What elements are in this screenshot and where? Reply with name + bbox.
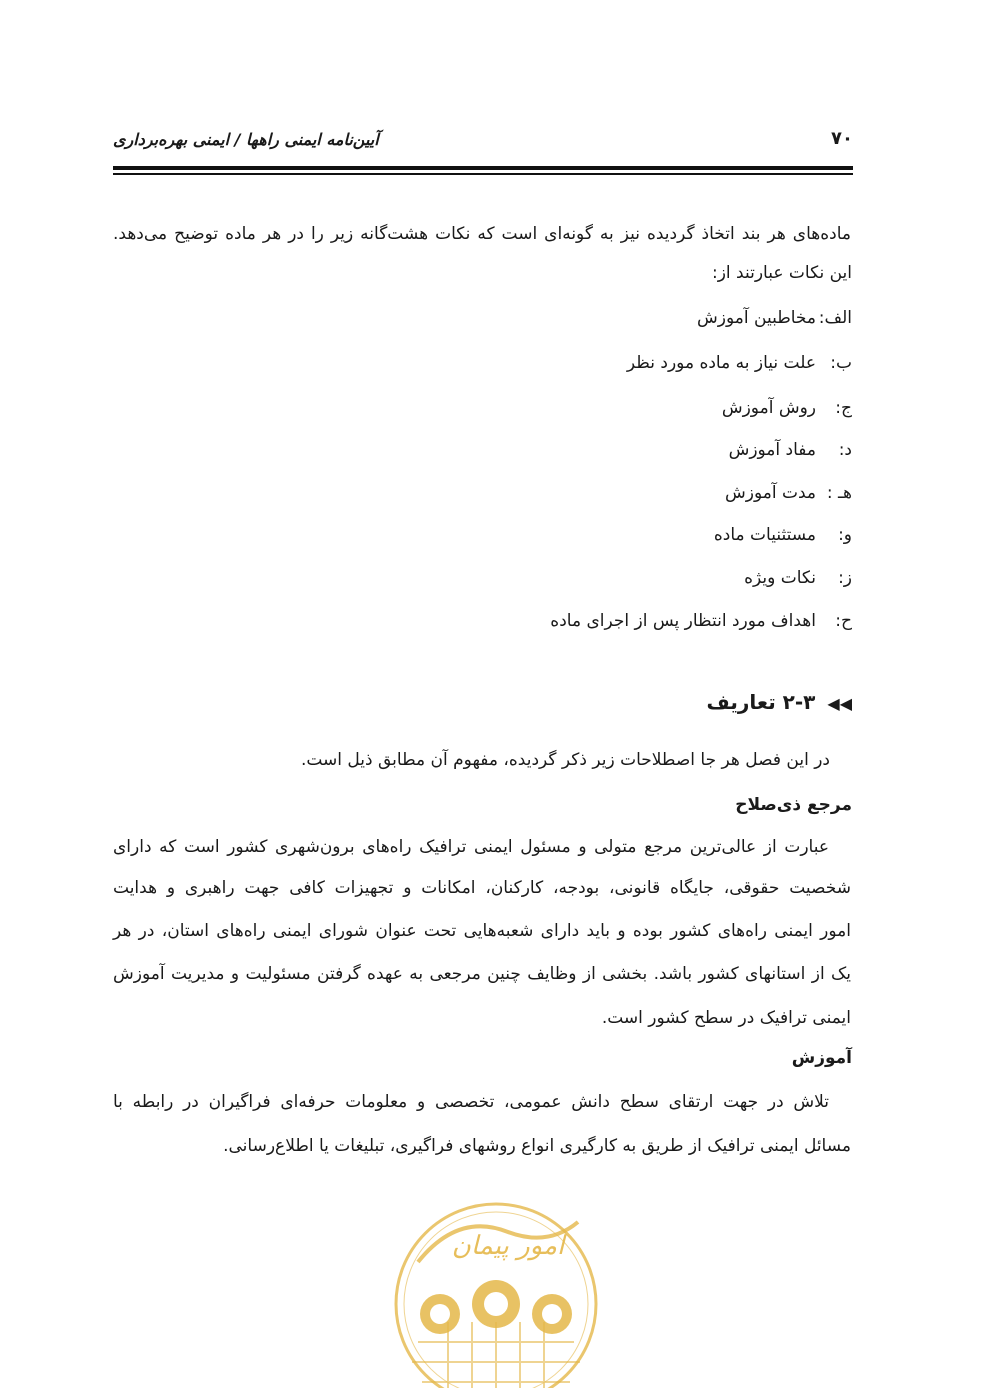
list-item [729,435,852,465]
section-number: ۲-۳ [782,690,816,714]
definition-line: عبارت از عالی‌ترین مرجع متولی و مسئول ایمنی ترافیک راه‌های برون‌شهری کشور است که دارای [113,837,829,857]
list-item-mark: ز: [838,568,852,588]
list-item-text: علت نیاز به ماده مورد نظر [626,353,816,373]
double-chevron-icon: ◀◀ [827,694,852,713]
list-item-mark: و: [838,525,852,545]
intro-line-1: ماده‌های هر بند اتخاذ گردیده نیز به گونه‌ای است که نکات هشت‌گانه زیر را در هر ماده توضیح می‌دهد. [113,224,851,244]
list-item [627,348,852,378]
running-title: آیین‌نامه ایمنی راهها / ایمنی بهره‌برداری [113,130,379,149]
watermark-seal-icon [388,1192,604,1388]
definition-line: شخصیت حقوقی، جایگاه قانونی، بودجه، کارکنان، امکانات و تجهیزات کافی جهت راهبری و هدایت [113,878,851,898]
list-item-mark: الف: [818,308,852,328]
header-rule-thick [113,166,853,170]
intro-line-2: این نکات عبارتند از: [711,263,852,283]
list-item [744,563,852,593]
definition-line: یک از استانهای کشور باشد. بخشی از وظایف چنین مرجعی به عهده گرفتن مسئولیت و مدیریت آموزش [113,964,851,984]
list-item [697,303,852,333]
list-item [714,520,852,550]
definition-term: آموزش [791,1048,852,1068]
list-item-mark: هـ : [826,483,852,503]
definition-line: مسائل ایمنی ترافیک از طریق به کارگیری انواع روشهای فراگیری، تبلیغات یا اطلاع‌رسانی. [223,1136,851,1156]
list-item-mark: ح: [835,611,852,631]
list-item [725,478,852,508]
list-item-text: اهداف مورد انتظار پس از اجرای ماده [550,611,816,631]
list-item [550,606,852,636]
definition-line: امور ایمنی راه‌های کشور بوده و باید دارای شعبه‌هایی تحت عنوان شورای ایمنی راه‌های استان، در هر [113,921,851,941]
list-item-mark: د: [838,440,852,460]
list-item-mark: ج: [835,398,852,418]
definition-term: مرجع ذی‌صلاح [735,795,852,815]
list-item-text: روش آموزش [721,398,816,418]
definition-line: ایمنی ترافیک در سطح کشور است. [601,1008,851,1028]
section-heading [707,686,852,720]
watermark-seal-graphic [388,1192,604,1388]
page-number: ۷۰ [831,128,853,149]
section-title: تعاریف [706,690,776,714]
page-header [113,124,853,168]
list-item-text: مستثنیات ماده [713,525,816,545]
list-item-text: نکات ویژه [744,568,816,588]
list-item-text: مخاطبین آموزش [697,308,816,328]
list-item-text: مفاد آموزش [728,440,816,460]
list-item-text: مدت آموزش [724,483,816,503]
definition-line: تلاش در جهت ارتقای سطح دانش عمومی، تخصصی و معلومات حرفه‌ای فراگیران در رابطه با [113,1092,829,1112]
watermark-inscription: امور پیمان [451,1231,565,1261]
list-item [722,393,852,423]
header-rule-thin [113,173,853,175]
section-intro: در این فصل هر جا اصطلاحات زیر ذکر گردیده، مفهوم آن مطابق ذیل است. [300,750,830,770]
list-item-mark: ب: [830,353,852,373]
